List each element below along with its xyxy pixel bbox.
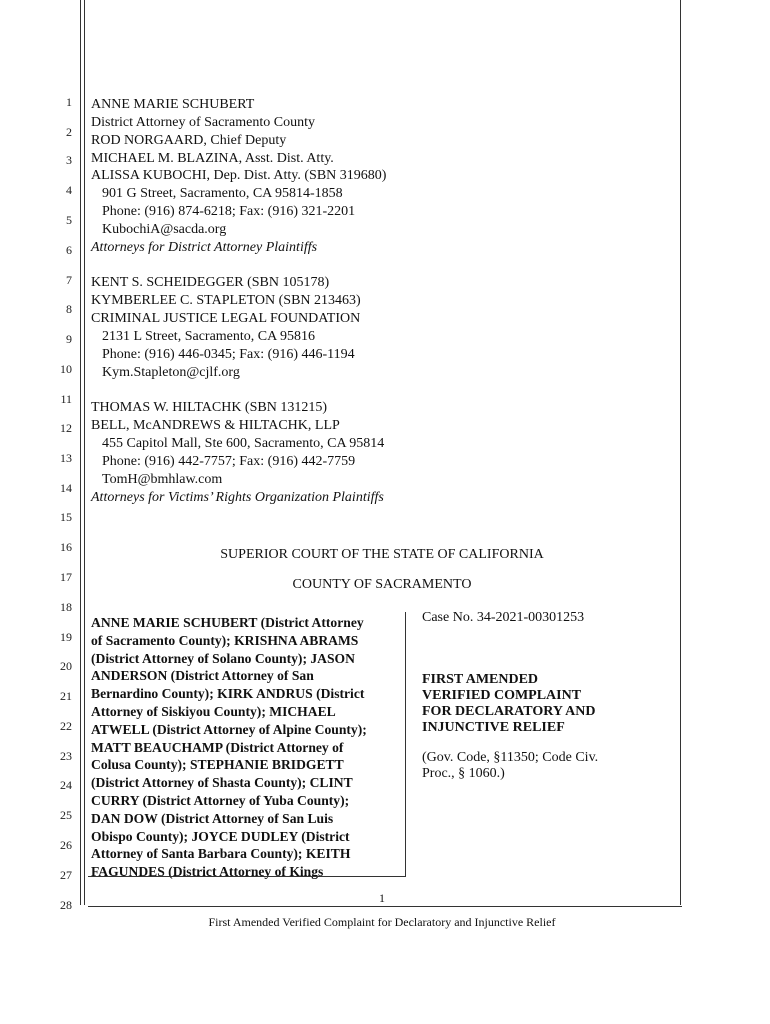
counsel-da-line-7: Phone: (916) 874-6218; Fax: (916) 321-2201 xyxy=(102,204,356,219)
line-number: 1 xyxy=(66,95,72,109)
counsel-da-line-1: ANNE MARIE SCHUBERT xyxy=(91,97,255,112)
counsel-cjlf-line-5: Phone: (916) 446-0345; Fax: (916) 446-1194 xyxy=(102,347,355,362)
caption-party-line: CURRY (District Attorney of Yuba County); xyxy=(91,792,350,808)
line-number: 25 xyxy=(60,808,72,822)
caption-party-line: ATWELL (District Attorney of Alpine County); xyxy=(91,721,367,737)
statutory-authority xyxy=(422,750,598,782)
case-number-text: Case No. 34-2021-00301253 xyxy=(422,610,585,625)
line-number: 28 xyxy=(60,898,72,912)
line-number: 18 xyxy=(60,600,72,614)
caption-party-line: Bernardino County); KIRK ANDRUS (District xyxy=(91,686,365,702)
counsel-da-line-5: ALISSA KUBOCHI, Dep. Dist. Atty. (SBN 319680) xyxy=(91,168,387,183)
counsel-da-line-6: 901 G Street, Sacramento, CA 95814-1858 xyxy=(102,186,343,201)
line-number: 2 xyxy=(66,125,72,139)
counsel-bell-line-5: TomH@bmhlaw.com xyxy=(102,472,223,487)
line-number: 19 xyxy=(60,630,72,644)
court-county: COUNTY OF SACRAMENTO xyxy=(292,577,472,592)
counsel-cjlf-line-1: KENT S. SCHEIDEGGER (SBN 105178) xyxy=(91,275,330,290)
counsel-cjlf-line-2: KYMBERLEE C. STAPLETON (SBN 213463) xyxy=(91,293,361,308)
line-number: 11 xyxy=(60,392,72,406)
left-margin-rule-outer xyxy=(80,0,81,905)
counsel-bell-role: Attorneys for Victims’ Rights Organization Plaintiffs xyxy=(91,490,384,505)
caption-party-line: Attorney of Santa Barbara County); KEITH xyxy=(91,846,351,862)
caption-party-line: (District Attorney of Solano County); JASON xyxy=(91,650,355,666)
line-number: 9 xyxy=(66,332,72,346)
line-number: 21 xyxy=(60,689,72,703)
line-number: 4 xyxy=(66,183,72,197)
counsel-da-line-2: District Attorney of Sacramento County xyxy=(91,115,315,130)
counsel-da-line-8: KubochiA@sacda.org xyxy=(102,222,227,237)
caption-party-line: Obispo County); JOYCE DUDLEY (District xyxy=(91,828,350,844)
line-number: 23 xyxy=(60,749,72,763)
line-number: 12 xyxy=(60,421,72,435)
counsel-da-line-4: MICHAEL M. BLAZINA, Asst. Dist. Atty. xyxy=(91,151,334,166)
line-number: 22 xyxy=(60,719,72,733)
counsel-cjlf-line-6: Kym.Stapleton@cjlf.org xyxy=(102,365,240,380)
caption-party-line: MATT BEAUCHAMP (District Attorney of xyxy=(91,739,344,755)
footer-title: First Amended Verified Complaint for Declaratory and Injunctive Relief xyxy=(208,915,556,929)
caption-party-line: of Sacramento County); KRISHNA ABRAMS xyxy=(91,632,359,648)
line-number: 17 xyxy=(60,570,72,584)
caption-party-line: ANNE MARIE SCHUBERT (District Attorney xyxy=(91,615,364,630)
counsel-bell-line-4: Phone: (916) 442-7757; Fax: (916) 442-7759 xyxy=(102,454,356,469)
line-number: 15 xyxy=(60,510,72,524)
document-title xyxy=(422,672,595,736)
counsel-bell-line-2: BELL, McANDREWS & HILTACHK, LLP xyxy=(91,418,340,433)
page-number: 1 xyxy=(379,891,385,905)
authority-line: (Gov. Code, §11350; Code Civ. xyxy=(422,750,599,765)
case-number xyxy=(422,610,584,626)
document-title-line: VERIFIED COMPLAINT xyxy=(422,688,582,703)
counsel-da-role: Attorneys for District Attorney Plaintiffs xyxy=(91,240,318,255)
caption-party-line: DAN DOW (District Attorney of San Luis xyxy=(91,810,334,826)
caption-bracket-vertical xyxy=(405,612,406,876)
line-number: 7 xyxy=(66,273,72,287)
counsel-cjlf-line-4: 2131 L Street, Sacramento, CA 95816 xyxy=(102,329,315,344)
line-number: 16 xyxy=(60,540,72,554)
caption-party-line: FAGUNDES (District Attorney of Kings xyxy=(91,864,324,880)
caption-party-line: ANDERSON (District Attorney of San xyxy=(91,668,314,684)
caption-party-line: Attorney of Siskiyou County); MICHAEL xyxy=(91,703,336,719)
caption-party-line: Colusa County); STEPHANIE BRIDGETT xyxy=(91,757,344,773)
line-number: 6 xyxy=(66,243,72,257)
authority-line: Proc., § 1060.) xyxy=(422,766,505,781)
document-title-line: FIRST AMENDED xyxy=(422,672,539,687)
line-number: 5 xyxy=(66,213,72,227)
footer-rule xyxy=(88,906,682,907)
counsel-bell-line-1: THOMAS W. HILTACHK (SBN 131215) xyxy=(91,400,327,415)
line-number: 27 xyxy=(60,868,72,882)
line-number: 8 xyxy=(66,302,72,316)
line-number: 24 xyxy=(60,778,72,792)
counsel-da-line-3: ROD NORGAARD, Chief Deputy xyxy=(91,133,287,148)
caption-parties xyxy=(91,614,401,881)
counsel-cjlf-line-3: CRIMINAL JUSTICE LEGAL FOUNDATION xyxy=(91,311,361,326)
caption-party-line: (District Attorney of Shasta County); CLINT xyxy=(91,775,353,791)
line-number: 3 xyxy=(66,153,72,167)
caption-bracket-horizontal xyxy=(88,876,406,877)
left-margin-rule-inner xyxy=(84,0,85,905)
right-margin-rule xyxy=(680,0,681,905)
counsel-bell-line-3: 455 Capitol Mall, Ste 600, Sacramento, CA 95814 xyxy=(102,436,385,451)
court-name: SUPERIOR COURT OF THE STATE OF CALIFORNIA xyxy=(220,547,544,562)
line-number: 14 xyxy=(60,481,72,495)
line-number: 10 xyxy=(60,362,72,376)
line-number: 13 xyxy=(60,451,72,465)
document-title-line: INJUNCTIVE RELIEF xyxy=(422,720,565,735)
line-number: 26 xyxy=(60,838,72,852)
document-title-line: FOR DECLARATORY AND xyxy=(422,704,596,719)
line-number: 20 xyxy=(60,659,72,673)
